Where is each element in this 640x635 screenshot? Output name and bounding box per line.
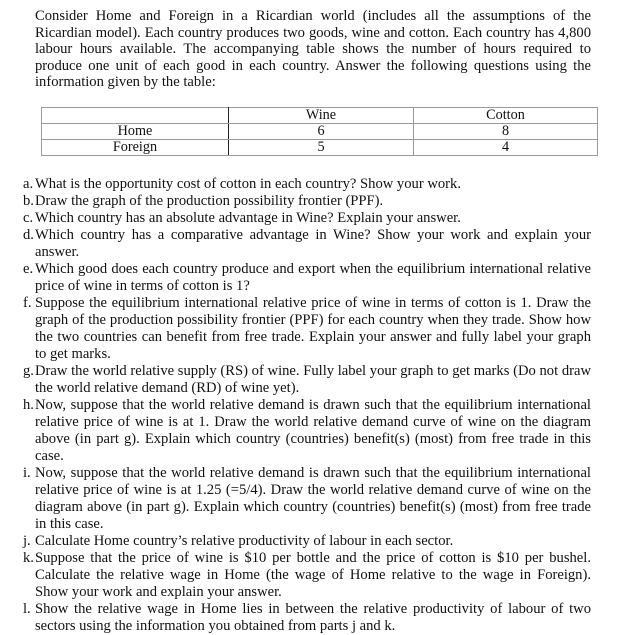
question-text: Suppose the equilibrium international relative price of wine in terms of cotton is 1. Draw the graph of the production possibility frontier (PPF) for each country when they trade. Show how the two countries can benefit from free trade. Explain your answer and fully label your graph to get marks. (35, 295, 591, 362)
question-label: l. (23, 601, 31, 617)
question-label: g. (23, 363, 34, 379)
cotton-hours-cell: 4 (414, 140, 598, 156)
question-item (0, 601, 591, 635)
hours-table (41, 107, 598, 156)
question-label: d. (23, 227, 34, 243)
question-label: e. (23, 261, 34, 277)
question-label: a. (23, 176, 34, 192)
question-item (0, 295, 591, 363)
table-header-cell (42, 108, 229, 124)
question-item (0, 210, 591, 227)
question-item (0, 227, 591, 261)
table-header-cell: Cotton (414, 108, 598, 124)
country-cell: Home (42, 124, 229, 140)
question-text: Draw the graph of the production possibility frontier (PPF). (35, 193, 384, 209)
question-item (0, 261, 591, 295)
question-text: Show the relative wage in Home lies in between the relative productivity of labour of two sectors using the information you obtained from parts j and k. (35, 601, 591, 634)
question-text: Which country has an absolute advantage in Wine? Explain your answer. (35, 210, 461, 226)
question-item (0, 533, 591, 550)
table-row (42, 140, 598, 156)
intro-paragraph: Consider Home and Foreign in a Ricardian world (includes all the assumptions of the Ricardian model). Each country produces two goods, wine and cotton. Each country has 4,800 labour hours available. The accompanying table shows the number of hours required to produce one unit of each good in each country. Answer the following questions using the information given by the table: (35, 8, 591, 90)
question-text: Now, suppose that the world relative demand is drawn such that the equilibrium international relative price of wine is at 1. Draw the world relative demand curve of wine on the diagram above (in part g). Explain which country (countries) benefit(s) (most) from free trade in this case. (35, 397, 591, 464)
question-list (0, 176, 591, 635)
wine-hours-cell: 6 (229, 124, 414, 140)
table-header-row (42, 108, 598, 124)
question-label: h. (23, 397, 34, 413)
question-text: Calculate Home country’s relative productivity of labour in each sector. (35, 533, 454, 549)
question-text: Which country has a comparative advantage in Wine? Show your work and explain your answer. (35, 227, 591, 260)
wine-hours-cell: 5 (229, 140, 414, 156)
question-label: c. (23, 210, 34, 226)
question-text: Which good does each country produce and export when the equilibrium international relative price of wine in terms of cotton is 1? (35, 261, 591, 294)
question-item (0, 193, 591, 210)
question-label: k. (23, 550, 34, 566)
question-label: j. (23, 533, 31, 549)
question-label: i. (23, 465, 31, 481)
question-text: Now, suppose that the world relative demand is drawn such that the equilibrium international relative price of wine is at 1.25 (=5/4). Draw the world relative demand curve of wine on the diagram above (in part g). Explain which country (countries) benefit(s) (most) from free trade in this case. (35, 465, 591, 532)
question-text: What is the opportunity cost of cotton in each country? Show your work. (35, 176, 461, 192)
question-label: b. (23, 193, 34, 209)
question-item (0, 465, 591, 533)
question-item (0, 550, 591, 601)
table-row (42, 124, 598, 140)
question-item (0, 397, 591, 465)
table-header-cell: Wine (229, 108, 414, 124)
question-text: Suppose that the price of wine is $10 per bottle and the price of cotton is $10 per bushel. Calculate the relative wage in Home (the wage of Home relative to the wage in Foreign). Show your work and explain your answer. (35, 550, 591, 600)
question-label: f. (23, 295, 32, 311)
country-cell: Foreign (42, 140, 229, 156)
question-text: Draw the world relative supply (RS) of wine. Fully label your graph to get marks (Do not draw the world relative demand (RD) of wine yet). (35, 363, 591, 396)
question-item (0, 176, 591, 193)
question-item (0, 363, 591, 397)
cotton-hours-cell: 8 (414, 124, 598, 140)
